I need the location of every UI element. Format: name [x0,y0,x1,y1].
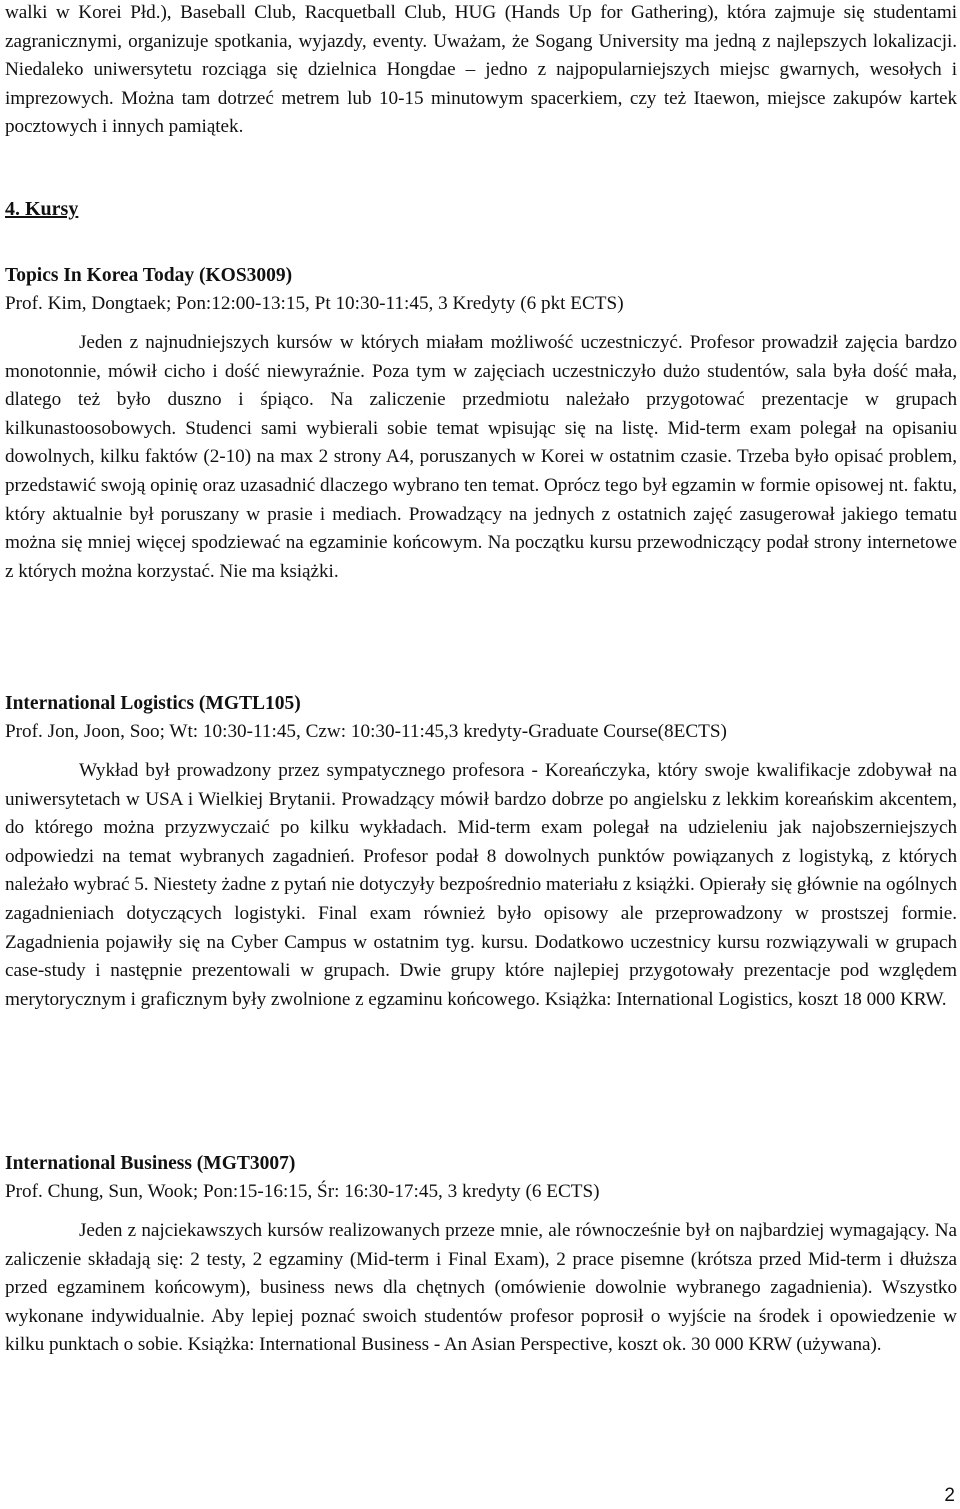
section-title: 4. Kursy [5,198,79,220]
course-description: Jeden z najnudniejszych kursów w których miałam możliwość uczestniczyć. Profesor prowadził zajęcia bardzo monotonnie, mówił cicho i dość niewyraźnie. Poza tym w zajęciach uczestniczyło dużo studentów, sala była dość mała, dlatego też było duszno i śpiąco. Na zaliczenie przedmiotu należało przygotować prezentacje w grupach kilkunastoosobowych. Studenci sami wybierali sobie temat wpisując się na listę. Mid-term exam polegał na opisaniu dowolnych, kilku faktów (2-10) na max 2 strony A4, poruszanych w Korei w ostatnim czasie. Trzeba było opisać problem, przedstawić swoją opinię oraz uzasadnić dlaczego wybrano ten temat. Oprócz tego był egzamin w formie opisowej nt. faktu, który aktualnie był poruszany w prasie i mediach. Prowadzący na jednych z ostatnich zajęć zasugerował jakiego tematu można się mniej więcej spodziewać na egzaminie końcowym. Na początku kursu przewodniczący podał strony internetowe z których można korzystać. Nie ma książki. [5,332,957,582]
course-title: Topics In Korea Today (KOS3009) [5,265,293,286]
course-description: Wykład był prowadzony przez sympatycznego profesora - Koreańczyka, który swoje kwalifikacje zdobywał na uniwersytetach w USA i Wielkiej Brytanii. Prowadzący mówił bardzo dobrze po angielsku z lekkim koreańskim akcentem, do którego można przyzwyczaić po kilku wykładach. Mid-term exam polegał na udzieleniu jak najobszerniejszych odpowiedzi na temat wybranych zagadnień. Profesor podał 8 dowolnych punktów powiązanych z logistyką, z których należało wybrać 5. Niestety żadne z pytań nie dotyczyły bezpośrednio materiału z książki. Opierały się głównie na ogólnych zagadnieniach dotyczących logistyki. Final exam również było opisowy ale przeprowadzony w prostszej formie. Zagadnienia pojawiły się na Cyber Campus w ostatnim tyg. kursu. Dodatkowo uczestnicy kursu rozwiązywali w grupach case-study i następnie prezentowali w grupach. Dwie grupy które najlepiej przygotowały prezentacje pod względem merytorycznym i graficznym były zwolnione z egzaminu końcowego. Książka: International Logistics, koszt 18 000 KRW. [5,760,957,1010]
course-meta: Prof. Kim, Dongtaek; Pon:12:00-13:15, Pt 10:30-11:45, 3 Kredyty (6 pkt ECTS) [5,293,624,314]
course-block [0,262,960,586]
course-meta: Prof. Chung, Sun, Wook; Pon:15-16:15, Śr: 16:30-17:45, 3 kredyty (6 ECTS) [5,1181,600,1202]
course-block [0,1150,960,1360]
intro-paragraph: walki w Korei Płd.), Baseball Club, Racquetball Club, HUG (Hands Up for Gathering), która zajmuje się studentami zagranicznymi, organizuje spotkania, wyjazdy, eventy. Uważam, że Sogang University ma jedną z najlepszych lokalizacji. Niedaleko uniwersytetu rozciąga się dzielnica Hongdae – jedno z najpopularniejszych miejsc gwarnych, wesołych i imprezowych. Można tam dotrzeć metrem lub 10-15 minutowym spacerkiem, czy też Itaewon, miejsce zakupów kartek pocztowych i innych pamiątek. [5,2,957,138]
course-block [0,690,960,1014]
course-meta: Prof. Jon, Joon, Soo; Wt: 10:30-11:45, Czw: 10:30-11:45,3 kredyty-Graduate Course(8ECTS) [5,721,727,742]
course-description: Jeden z najciekawszych kursów realizowanych przeze mnie, ale równocześnie był on najbardziej wymagający. Na zaliczenie składają się: 2 testy, 2 egzaminy (Mid-term i Final Exam), 2 prace pisemne (krótsza przed Mid-term i dłuższa przed egzaminem końcowym), business news dla chętnych (omówienie dowolnie wybranego zagadnienia). Wszystko wykonane indywidualnie. Aby lepiej poznać swoich studentów profesor poprosił o wyjście na środek i opowiedzenie w kilku punktach o sobie. Książka: International Business - An Asian Perspective, koszt ok. 30 000 KRW (używana). [5,1220,957,1356]
course-title: International Business (MGT3007) [5,1153,296,1174]
course-title: International Logistics (MGTL105) [5,693,301,714]
page-number: 2 [944,1485,955,1506]
